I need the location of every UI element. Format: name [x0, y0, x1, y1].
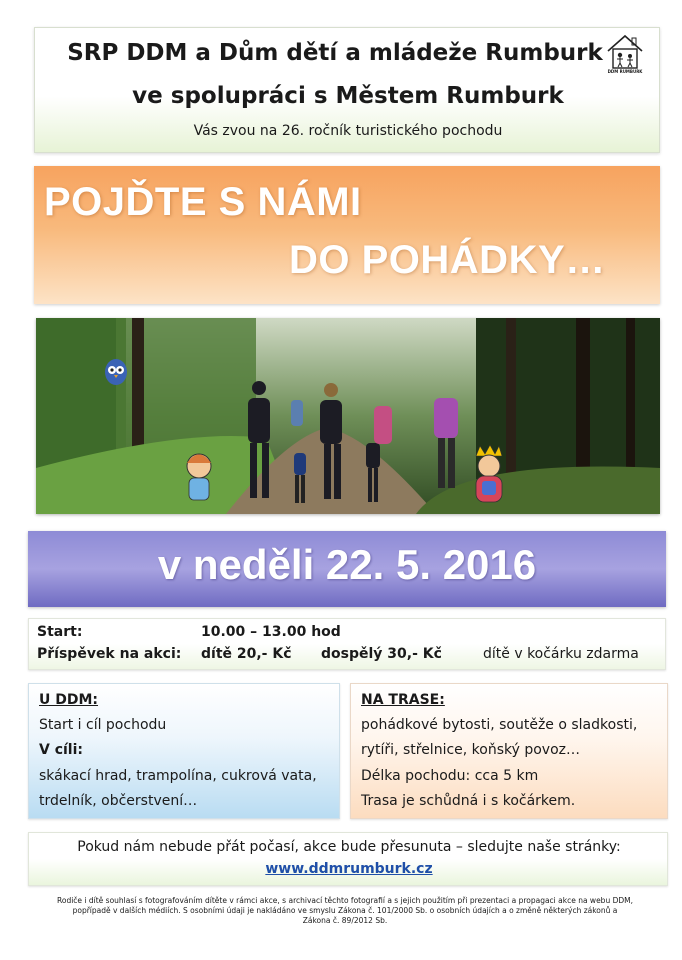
weather-text: Pokud nám nebude přát počasí, akce bude přesunuta – sledujte naše stránky: — [77, 839, 621, 855]
fee-pram: dítě v kočárku zdarma — [483, 646, 639, 662]
cooperation-line: ve spolupráci s Městem Rumburk — [132, 83, 564, 109]
organizer-title: SRP DDM a Dům dětí a mládeže Rumburk — [67, 40, 603, 66]
title-line-1: POJĎTE S NÁMI — [44, 180, 362, 224]
info-strip — [28, 618, 666, 670]
house-logo-icon — [605, 32, 645, 70]
logo-caption: DDM RUMBURK — [607, 69, 643, 74]
route-line-1: pohádkové bytosti, soutěže o sladkosti, — [361, 717, 638, 733]
weather-notice — [28, 832, 668, 886]
consent-line-1: Rodiče i dítě souhlasí s fotografováním dítěte v rámci akce, s archivací těchto fotografií a s jejich použitím při prezentaci a propagaci akce na webu DDM, — [56, 896, 633, 905]
consent-line-2: popřípadě v dalších médiích. S osobními údaji je nakládáno ve smyslu Zákona č. 101/2000 Sb. o osobních údajích a o změně některých zákonů a — [72, 906, 618, 915]
finish-heading: V cíli: — [39, 742, 84, 758]
date-banner — [28, 531, 666, 607]
finish-line-2: trdelník, občerstvení… — [39, 793, 198, 809]
forest-photo — [36, 318, 660, 514]
start-value: 10.00 – 13.00 hod — [201, 624, 341, 640]
finish-line-1: skákací hrad, trampolína, cukrová vata, — [39, 768, 317, 784]
invitation-line: Vás zvou na 26. ročník turistického pochodu — [193, 123, 503, 139]
route-panel — [350, 683, 668, 819]
header-panel — [34, 27, 660, 153]
fee-label: Příspěvek na akci: — [37, 646, 182, 662]
ddm-panel — [28, 683, 340, 819]
ddm-heading: U DDM: — [39, 692, 99, 708]
title-line-2: DO POHÁDKY… — [289, 238, 606, 282]
start-label: Start: — [37, 624, 83, 640]
family-walking-forest-photo-icon — [36, 318, 660, 514]
consent-note — [40, 896, 650, 926]
consent-line-3: Zákona č. 89/2012 Sb. — [302, 916, 388, 925]
route-accessibility: Trasa je schůdná i s kočárkem. — [361, 793, 576, 809]
ddm-logo — [605, 32, 645, 72]
fee-adult: dospělý 30,- Kč — [321, 646, 442, 662]
fee-child: dítě 20,- Kč — [201, 646, 292, 662]
event-date: v neděli 22. 5. 2016 — [157, 541, 537, 588]
website-link[interactable]: www.ddmrumburk.cz — [265, 861, 433, 877]
ddm-start-line: Start i cíl pochodu — [39, 717, 167, 733]
route-length: Délka pochodu: cca 5 km — [361, 768, 539, 784]
title-banner — [34, 166, 660, 304]
route-line-2: rytíři, střelnice, koňský povoz… — [361, 742, 581, 758]
route-heading: NA TRASE: — [361, 692, 445, 708]
